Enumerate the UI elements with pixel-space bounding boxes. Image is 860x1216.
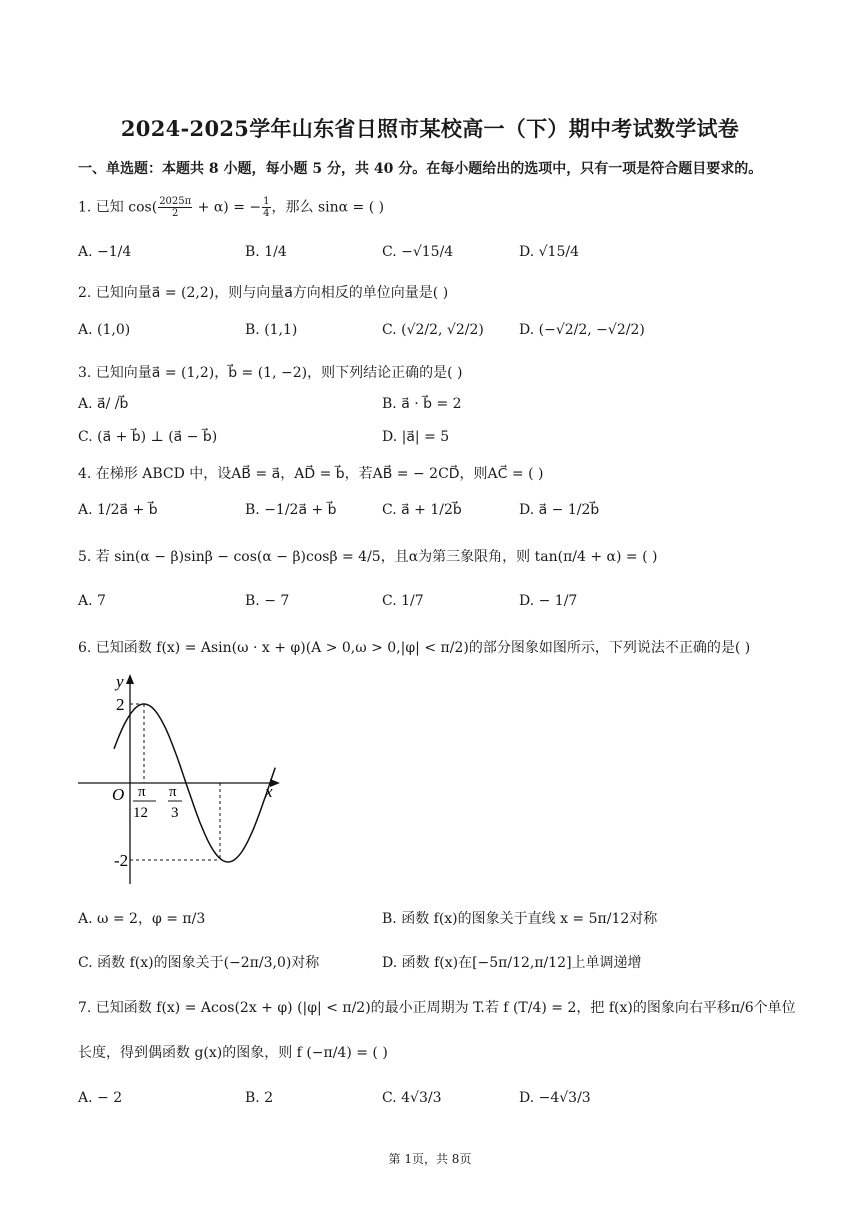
q5-option-b[interactable]: B. − 7	[245, 593, 290, 609]
tick1-den: 12	[133, 805, 148, 821]
q2-option-a[interactable]: A. (1,0)	[78, 322, 131, 338]
q4-option-d[interactable]: D. a⃗ − 1/2b⃗	[519, 502, 600, 518]
q5-option-a[interactable]: A. 7	[78, 593, 106, 609]
y-max-label: 2	[116, 695, 125, 714]
q7-option-d[interactable]: D. −4√3/3	[519, 1090, 591, 1106]
question-1	[78, 196, 384, 219]
question-5: 5. 若 sin(α − β)sinβ − cos(α − β)cosβ = 4/5，且α为第三象限角，则 tan(π/4 + α) = ( )	[78, 549, 658, 565]
q4-option-a[interactable]: A. 1/2a⃗ + b⃗	[78, 502, 158, 518]
question-3: 3. 已知向量a⃗ = (1,2)，b⃗ = (1, −2)，则下列结论正确的是( )	[78, 365, 463, 381]
section-heading: 一、单选题：本题共 8 小题，每小题 5 分，共 40 分。在每小题给出的选项中，只有一项是符合题目要求的。	[78, 161, 763, 177]
y-axis-label: y	[116, 672, 124, 691]
q6-option-a[interactable]: A. ω = 2，φ = π/3	[78, 911, 206, 927]
q1-mid: + α) = −	[193, 199, 262, 216]
q4-option-c[interactable]: C. a⃗ + 1/2b⃗	[382, 502, 462, 518]
tick2-num: π	[169, 784, 177, 800]
tick1-num: π	[138, 784, 146, 800]
question-7-line-1: 7. 已知函数 f(x) = Acos(2x + φ) (|φ| < π/2)的最小正周期为 T.若 f (T/4) = 2，把 f(x)的图象向右平移π/6个单位	[78, 1000, 796, 1016]
q3-option-a[interactable]: A. a⃗/ /b⃗	[78, 396, 129, 412]
q5-option-d[interactable]: D. − 1/7	[519, 593, 578, 609]
q6-option-d[interactable]: D. 函数 f(x)在[−5π/12,π/12]上单调递增	[382, 955, 642, 971]
q1-fraction2-den: 4	[263, 208, 270, 219]
q7-option-a[interactable]: A. − 2	[78, 1090, 123, 1106]
q2-option-d[interactable]: D. (−√2/2, −√2/2)	[519, 322, 645, 338]
q1-fraction-2	[262, 196, 270, 219]
question-6: 6. 已知函数 f(x) = Asin(ω · x + φ)(A > 0,ω > 0,|φ| < π/2)的部分图象如图所示，下列说法不正确的是( )	[78, 640, 751, 656]
q1-option-d[interactable]: D. √15/4	[519, 244, 579, 260]
q1-option-a[interactable]: A. −1/4	[78, 244, 132, 260]
q1-fraction-num: 2025π	[159, 196, 192, 207]
q3-option-d[interactable]: D. |a⃗| = 5	[382, 429, 450, 445]
tick2-den: 3	[171, 805, 179, 821]
page-footer: 第 1页，共 8页	[388, 1152, 472, 1166]
q1-fraction	[158, 196, 192, 219]
question-2: 2. 已知向量a⃗ = (2,2)，则与向量a⃗方向相反的单位向量是( )	[78, 285, 449, 301]
q5-option-c[interactable]: C. 1/7	[382, 593, 424, 609]
q7-option-b[interactable]: B. 2	[245, 1090, 274, 1106]
q1-post: ，那么 sinα = ( )	[271, 199, 385, 216]
q6-option-c[interactable]: C. 函数 f(x)的图象关于(−2π/3,0)对称	[78, 955, 320, 971]
q1-fraction2-num: 1	[263, 196, 270, 207]
q3-option-b[interactable]: B. a⃗ · b⃗ = 2	[382, 396, 462, 412]
exam-title: 2024-2025学年山东省日照市某校高一（下）期中考试数学试卷	[120, 116, 740, 141]
q1-pre: 1. 已知 cos(	[78, 199, 158, 216]
origin-label: O	[112, 785, 125, 804]
q6-option-b[interactable]: B. 函数 f(x)的图象关于直线 x = 5π/12对称	[382, 911, 658, 927]
q1-option-c[interactable]: C. −√15/4	[382, 244, 454, 260]
q2-option-c[interactable]: C. (√2/2, √2/2)	[382, 322, 484, 338]
x-axis-label: x	[265, 782, 273, 801]
q3-option-c[interactable]: C. (a⃗ + b⃗) ⊥ (a⃗ − b⃗)	[78, 429, 218, 445]
sine-graph-figure	[76, 670, 296, 885]
question-7-line-2: 长度，得到偶函数 g(x)的图象，则 f (−π/4) = ( )	[78, 1045, 388, 1061]
q7-option-c[interactable]: C. 4√3/3	[382, 1090, 442, 1106]
y-axis-arrow-icon	[126, 674, 134, 684]
q4-option-b[interactable]: B. −1/2a⃗ + b⃗	[245, 502, 337, 518]
q1-fraction-den: 2	[172, 208, 179, 219]
question-4: 4. 在梯形 ABCD 中，设AB⃗ = a⃗，AD⃗ = b⃗，若AB⃗ = − 2CD⃗，则AC⃗ = ( )	[78, 466, 544, 482]
q1-option-b[interactable]: B. 1/4	[245, 244, 287, 260]
y-min-label: -2	[114, 851, 129, 870]
q2-option-b[interactable]: B. (1,1)	[245, 322, 298, 338]
